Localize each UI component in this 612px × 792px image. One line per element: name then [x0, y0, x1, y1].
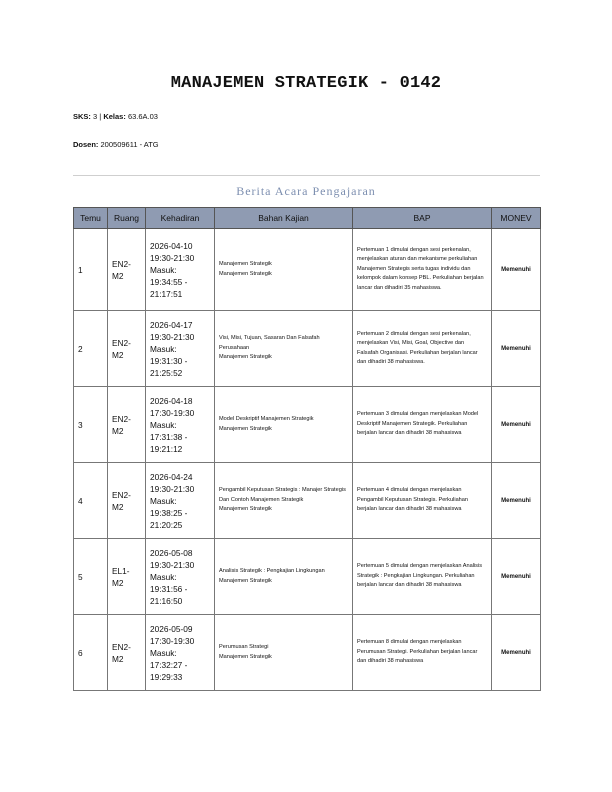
- cell-ruang: EN2-M2: [108, 311, 146, 387]
- column-header-bahan-kajian: Bahan Kajian: [215, 208, 353, 229]
- cell-monev: Memenuhi: [492, 615, 541, 691]
- cell-bap: Pertemuan 1 dimulai dengan sesi perkenalan, menjelaskan aturan dan mekanisme perkuliahan Manajemen Strategis serta tugas individu dan kelompok dalam konsep PBL. Perkuliahan berjalan lancar dan dihadiri 35 mahasiswa.: [353, 229, 492, 311]
- check-in-time: 17:31:38 -: [150, 431, 188, 442]
- course-info: [73, 112, 158, 121]
- bahan-course: Manajemen Strategik: [219, 354, 272, 361]
- session-time: 17:30-19:30: [150, 407, 195, 418]
- check-in-time: 19:31:56 -: [150, 583, 188, 594]
- cell-monev: Memenuhi: [492, 539, 541, 615]
- cell-temu: 6: [74, 615, 108, 691]
- column-header-bap: BAP: [353, 208, 492, 229]
- table-row: [74, 387, 541, 463]
- session-time: 19:30-21:30: [150, 252, 195, 263]
- check-out-time: 21:20:25: [150, 519, 183, 530]
- cell-temu: 4: [74, 463, 108, 539]
- bap-table: [73, 207, 541, 691]
- session-date: 2026-05-09: [150, 623, 193, 634]
- lecturer-info: [73, 140, 159, 149]
- cell-bahan-kajian: [215, 539, 353, 615]
- session-time: 19:30-21:30: [150, 331, 195, 342]
- table-row: [74, 615, 541, 691]
- cell-bahan-kajian: [215, 229, 353, 311]
- kelas-value: 63.6A.03: [127, 112, 158, 121]
- bahan-topic: Perumusan Strategi: [219, 644, 269, 650]
- cell-temu: 5: [74, 539, 108, 615]
- cell-ruang: EN2-M2: [108, 387, 146, 463]
- masuk-label: Masuk:: [150, 647, 177, 658]
- check-out-time: 19:29:33: [150, 671, 183, 682]
- cell-bap: Pertemuan 4 dimulai dengan menjelaskan Pengambil Keputusan Strategis. Perkuliahan berjalan lancar dan dihadiri 38 mahasiswa: [353, 463, 492, 539]
- dosen-value: 200509611 - ATG: [100, 140, 159, 149]
- bahan-course: Manajemen Strategik: [219, 653, 272, 660]
- bahan-topic: Manajemen Strategik: [219, 261, 272, 267]
- masuk-label: Masuk:: [150, 343, 177, 354]
- cell-bap: Pertemuan 5 dimulai dengan menjelaskan Analisis Strategik : Pengkajian Lingkungan. Perkuliahan berjalan lancar dan dihadiri 38 mahasiswa: [353, 539, 492, 615]
- cell-kehadiran: [146, 539, 215, 615]
- cell-ruang: EN2-M2: [108, 229, 146, 311]
- session-time: 19:30-21:30: [150, 483, 195, 494]
- cell-bahan-kajian: [215, 311, 353, 387]
- bahan-course: Manajemen Strategik: [219, 506, 272, 513]
- column-header-temu: Temu: [74, 208, 108, 229]
- cell-bap: Pertemuan 8 dimulai dengan menjelaskan Perumusan Strategi. Perkuliahan berjalan lancar dan dihadiri 38 mahasiswa: [353, 615, 492, 691]
- cell-kehadiran: [146, 229, 215, 311]
- table-row: [74, 539, 541, 615]
- column-header-ruang: Ruang: [108, 208, 146, 229]
- bahan-topic: Analisis Strategik : Pengkajian Lingkungan: [219, 568, 325, 574]
- bahan-course: Manajemen Strategik: [219, 270, 272, 277]
- session-time: 19:30-21:30: [150, 559, 195, 570]
- masuk-label: Masuk:: [150, 495, 177, 506]
- sks-value: 3: [93, 112, 98, 121]
- session-time: 17:30-19:30: [150, 635, 195, 646]
- cell-ruang: EN2-M2: [108, 615, 146, 691]
- bahan-course: Manajemen Strategik: [219, 425, 272, 432]
- check-in-time: 19:31:30 -: [150, 355, 188, 366]
- masuk-label: Masuk:: [150, 419, 177, 430]
- check-in-time: 17:32:27 -: [150, 659, 188, 670]
- cell-bahan-kajian: [215, 387, 353, 463]
- cell-bahan-kajian: [215, 615, 353, 691]
- cell-ruang: EL1-M2: [108, 539, 146, 615]
- bahan-topic: Model Deskriptif Manajemen Strategik: [219, 416, 314, 422]
- cell-kehadiran: [146, 615, 215, 691]
- cell-kehadiran: [146, 387, 215, 463]
- cell-bahan-kajian: [215, 463, 353, 539]
- table-row: [74, 229, 541, 311]
- cell-temu: 2: [74, 311, 108, 387]
- sks-label: SKS:: [73, 112, 91, 121]
- table-row: [74, 463, 541, 539]
- cell-temu: 3: [74, 387, 108, 463]
- cell-bap: Pertemuan 2 dimulai dengan sesi perkenalan, menjelaskan Visi, Misi, Goal, Objective dan Falsafah Organisasi. Perkuliahan berjalan lancar dan dihadiri 38 mahasiswa.: [353, 311, 492, 387]
- check-out-time: 21:25:52: [150, 367, 183, 378]
- dosen-label: Dosen:: [73, 140, 99, 149]
- cell-kehadiran: [146, 463, 215, 539]
- cell-monev: Memenuhi: [492, 463, 541, 539]
- check-out-time: 21:16:50: [150, 595, 183, 606]
- cell-monev: Memenuhi: [492, 387, 541, 463]
- cell-monev: Memenuhi: [492, 229, 541, 311]
- check-out-time: 19:21:12: [150, 443, 183, 454]
- table-row: [74, 311, 541, 387]
- column-header-monev: MONEV: [492, 208, 541, 229]
- session-date: 2026-04-10: [150, 240, 193, 251]
- table-header-row: [74, 208, 541, 229]
- session-date: 2026-04-24: [150, 471, 193, 482]
- divider: [73, 175, 540, 176]
- section-title: Berita Acara Pengajaran: [236, 184, 376, 198]
- session-date: 2026-05-08: [150, 547, 193, 558]
- kelas-label: Kelas:: [103, 112, 126, 121]
- cell-kehadiran: [146, 311, 215, 387]
- session-date: 2026-04-17: [150, 319, 193, 330]
- cell-ruang: EN2-M2: [108, 463, 146, 539]
- column-header-kehadiran: Kehadiran: [146, 208, 215, 229]
- session-date: 2026-04-18: [150, 395, 193, 406]
- separator: |: [99, 112, 102, 121]
- bahan-topic: Visi, Misi, Tujuan, Sasaran Dan Falsafah Perusahaan: [219, 335, 320, 351]
- bahan-course: Manajemen Strategik: [219, 577, 272, 584]
- masuk-label: Masuk:: [150, 264, 177, 275]
- page-title: MANAJEMEN STRATEGIK - 0142: [170, 74, 442, 93]
- cell-temu: 1: [74, 229, 108, 311]
- cell-bap: Pertemuan 3 dimulai dengan menjelaskan Model Deskriptif Manajemen Strategik. Perkuliahan berjalan lancar dan dihadiri 38 mahasiswa: [353, 387, 492, 463]
- cell-monev: Memenuhi: [492, 311, 541, 387]
- check-in-time: 19:38:25 -: [150, 507, 188, 518]
- bahan-topic: Pengambil Keputusan Strategis : Manajer Strategis Dan Contoh Manajemen Strategik: [219, 487, 346, 503]
- check-in-time: 19:34:55 -: [150, 276, 188, 287]
- check-out-time: 21:17:51: [150, 288, 183, 299]
- masuk-label: Masuk:: [150, 571, 177, 582]
